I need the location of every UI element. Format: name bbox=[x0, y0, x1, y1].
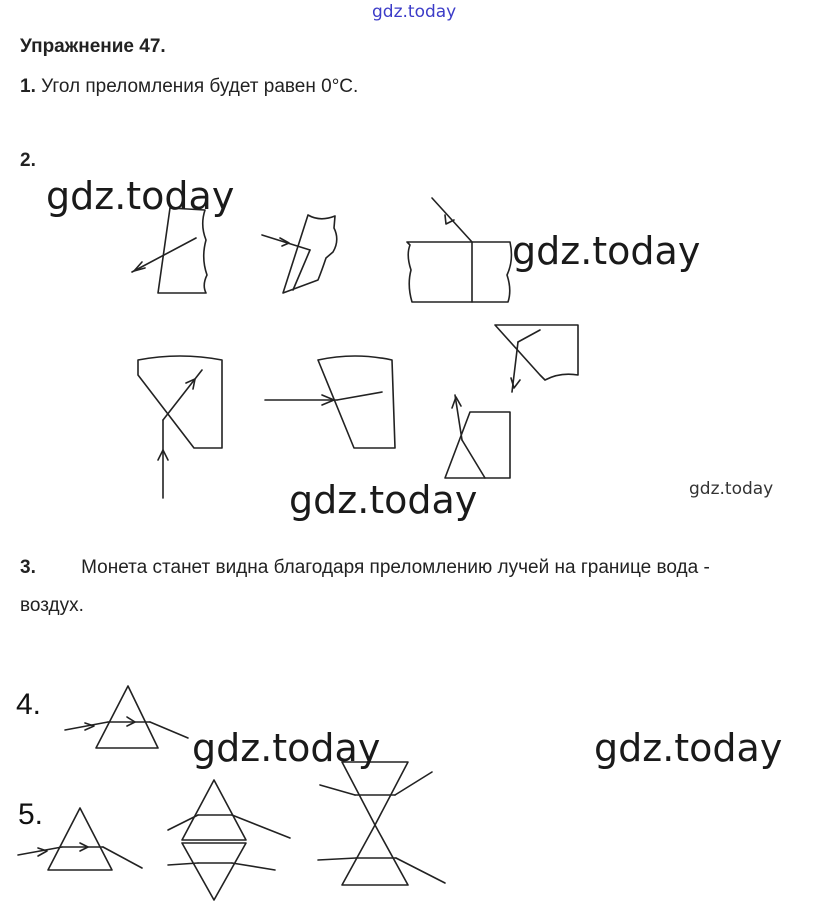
figure-2-3 bbox=[407, 198, 511, 302]
answer-1-number: 1. bbox=[20, 76, 36, 97]
answer-2-number: 2. bbox=[20, 150, 36, 171]
figure-2-1 bbox=[132, 208, 207, 293]
figure-2-5 bbox=[265, 356, 395, 448]
answer-1-text: Угол преломления будет равен 0°С. bbox=[41, 76, 359, 97]
watermark-1: gdz.today bbox=[46, 174, 235, 218]
watermark-4: gdz.today bbox=[689, 479, 774, 499]
exercise-title: Упражнение 47. bbox=[20, 36, 166, 57]
watermark-2: gdz.today bbox=[512, 229, 701, 273]
answer-4-number: 4. bbox=[16, 688, 42, 721]
figure-5-1 bbox=[18, 808, 142, 870]
figure-2-4 bbox=[138, 356, 222, 498]
figure-4 bbox=[65, 686, 188, 748]
watermark-3: gdz.today bbox=[289, 478, 478, 522]
figure-2-6 bbox=[495, 325, 578, 392]
watermark-top: gdz.today bbox=[372, 2, 457, 22]
answer-3-text-line1: Монета станет видна благодаря преломлению лучей на границе вода - bbox=[81, 557, 710, 578]
figure-2-7 bbox=[445, 395, 510, 478]
figure-5-3 bbox=[318, 762, 445, 885]
figure-2-2 bbox=[262, 215, 337, 293]
answer-3-number: 3. bbox=[20, 557, 36, 578]
watermark-5: gdz.today bbox=[192, 726, 381, 770]
watermark-6: gdz.today bbox=[594, 726, 783, 770]
figure-5-2 bbox=[168, 780, 290, 900]
answer-5-number: 5. bbox=[18, 798, 44, 831]
answer-3-text-line2: воздух. bbox=[20, 595, 84, 616]
